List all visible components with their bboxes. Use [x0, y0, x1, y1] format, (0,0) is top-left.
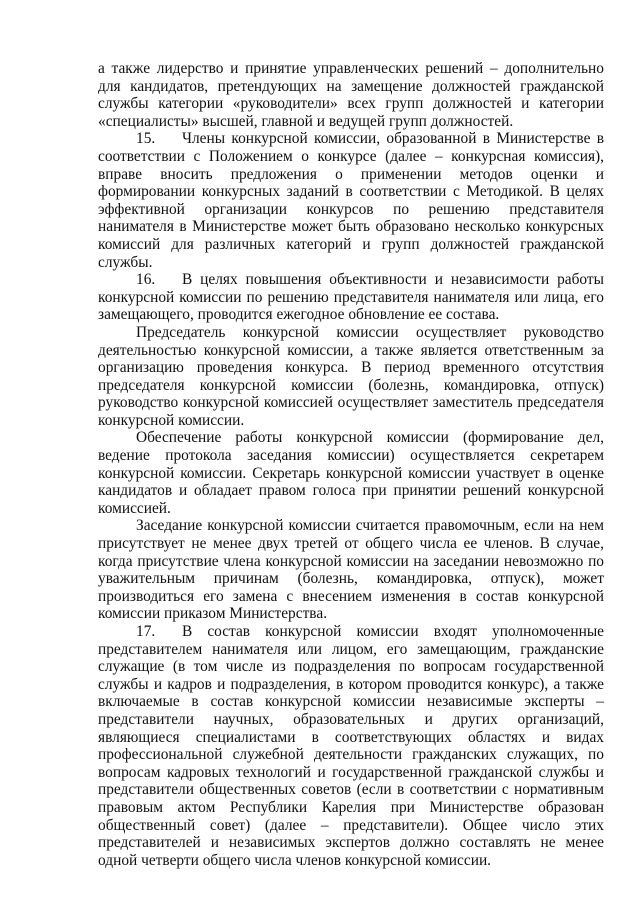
document-page: [98, 60, 604, 869]
paragraph-text: В целях повышения объективности и независимости работы конкурсной комиссии по решению представителя нанимателя или лица, его замещающего, проводится ежегодное обновление ее состава.: [98, 271, 604, 324]
paragraph-continuation: [98, 60, 604, 130]
paragraph-text: Члены конкурсной комиссии, образованной в Министерстве в соответствии с Положением о конкурсе (далее – конкурсная комиссия), вправе вносить предложения о применении методов оценки и формировании конкурсных заданий в соответствии с Методикой. В целях эффективной организации конкурсов по решению представителя нанимателя в Министерстве может быть образовано несколько конкурсных комиссий для различных категорий и групп должностей гражданской службы.: [98, 130, 604, 271]
paragraph-text: Обеспечение работы конкурсной комиссии (формирование дел, ведение протокола заседания комиссии) осуществляется секретарем конкурсной комиссии. Секретарь конкурсной комиссии участвует в оценке кандидатов и обладает правом голоса при принятии решений конкурсной комиссией.: [98, 429, 604, 517]
paragraph-text: Председатель конкурсной комиссии осуществляет руководство деятельностью конкурсной комиссии, а также является ответственным за организацию проведения конкурса. В период временного отсутствия председателя конкурсной комиссии (болезнь, командировка, отпуск) руководство конкурсной комиссией осуществляет заместитель председателя конкурсной комиссии.: [98, 323, 604, 429]
paragraph-text: Заседание конкурсной комиссии считается правомочным, если на нем присутствует не менее двух третей от общего числа ее членов. В случае, когда присутствие члена конкурсной комиссии на заседании невозможно по уважительным причинам (болезнь, командировка, отпуск), может производиться его замена с внесением изменения в состав конкурсной комиссии приказом Министерства.: [98, 517, 604, 623]
paragraph-quorum: [98, 517, 604, 623]
paragraph-text: а также лидерство и принятие управленческих решений – дополнительно для кандидатов, претендующих на замещение должностей гражданской службы категории «руководители» всех групп должностей и категории «специалисты» высшей, главной и ведущей групп должностей.: [98, 60, 604, 130]
paragraph-number: 16.: [136, 271, 156, 289]
paragraph-chairman: [98, 324, 604, 430]
paragraph-16: [98, 271, 604, 324]
paragraph-number: 17.: [136, 623, 156, 640]
paragraph-number: 15.: [136, 130, 156, 148]
paragraph-text: В состав конкурсной комиссии входят уполномоченные представителем нанимателя или лицом, его замещающим, гражданские служащие (в том числе из подразделения по вопросам государственной службы и кадров и подразделения, в котором проводится конкурс), а также включаемые в состав конкурсной комиссии независимые эксперты – представители научных, образовательных и других организаций, являющиеся специалистами в соответствующих областях и видах профессиональной служебной деятельности гражданских служащих, по вопросам кадровых технологий и государственной гражданской службы и представители общественных советов (если в соответствии с нормативным правовым актом Республики Карелия при Министерстве образован общественный совет) (далее – представители). Общее число этих представителей и независимых экспертов должно составлять не менее одной четверти общего числа членов конкурсной комиссии.: [98, 623, 604, 869]
paragraph-secretary: [98, 429, 604, 517]
paragraph-15: [98, 130, 604, 271]
paragraph-17: [98, 623, 604, 869]
